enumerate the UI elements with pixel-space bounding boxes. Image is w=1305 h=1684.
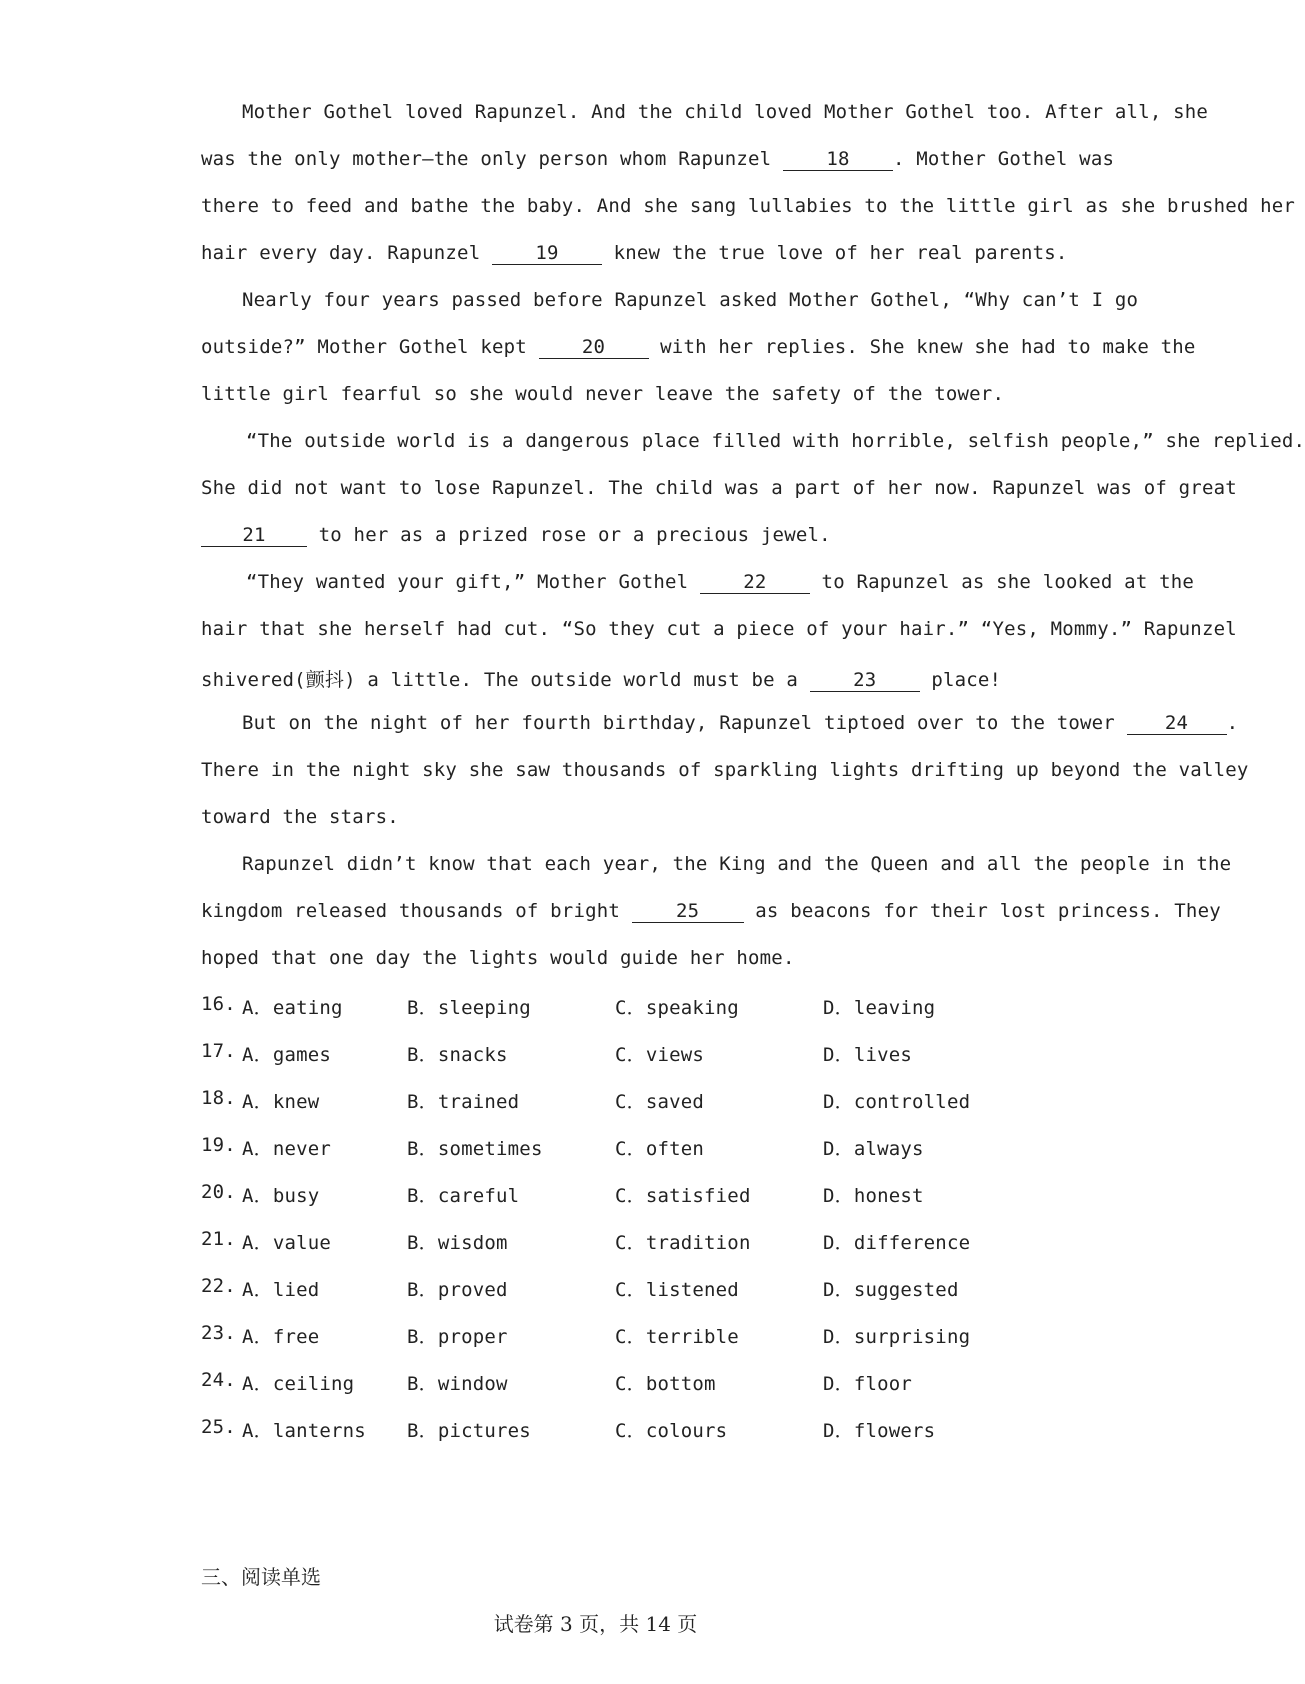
question-number: 25. bbox=[201, 1416, 236, 1438]
question-row bbox=[0, 1416, 1191, 1446]
question-number: 24. bbox=[201, 1369, 236, 1391]
option-b[interactable]: B．proper bbox=[407, 1326, 508, 1348]
passage-line: She did not want to lose Rapunzel. The child was a part of her now. Rapunzel was of great bbox=[201, 477, 1237, 499]
option-b[interactable]: B．sometimes bbox=[407, 1138, 543, 1160]
option-d[interactable]: D．lives bbox=[823, 1044, 913, 1066]
question-row bbox=[0, 993, 1191, 1023]
question-number: 20. bbox=[201, 1181, 236, 1203]
option-c[interactable]: C．satisfied bbox=[615, 1185, 751, 1207]
passage-line: hair that she herself had cut. “So they cut a piece of your hair.” “Yes, Mommy.” Rapunzel bbox=[201, 618, 1237, 640]
passage-line: “They wanted your gift,” Mother Gothel 22 to Rapunzel as she looked at the bbox=[246, 571, 1195, 593]
option-c[interactable]: C．listened bbox=[615, 1279, 739, 1301]
question-number: 19. bbox=[201, 1134, 236, 1156]
option-b[interactable]: B．sleeping bbox=[407, 997, 531, 1019]
option-c[interactable]: C．tradition bbox=[615, 1232, 751, 1254]
option-c[interactable]: C．saved bbox=[615, 1091, 705, 1113]
option-a[interactable]: A．games bbox=[242, 1044, 332, 1066]
option-c[interactable]: C．speaking bbox=[615, 997, 739, 1019]
option-a[interactable]: A．ceiling bbox=[242, 1373, 355, 1395]
passage-line: little girl fearful so she would never leave the safety of the tower. bbox=[201, 383, 1005, 405]
option-d[interactable]: D．flowers bbox=[823, 1420, 936, 1442]
option-a[interactable]: A．eating bbox=[242, 997, 343, 1019]
option-d[interactable]: D．leaving bbox=[823, 997, 936, 1019]
option-b[interactable]: B．trained bbox=[407, 1091, 520, 1113]
option-c[interactable]: C．bottom bbox=[615, 1373, 716, 1395]
option-a[interactable]: A．free bbox=[242, 1326, 320, 1348]
passage-line: was the only mother—the only person whom Rapunzel 18 . Mother Gothel was bbox=[201, 148, 1115, 170]
question-row bbox=[0, 1181, 1191, 1211]
passage-line: hair every day. Rapunzel 19 knew the true love of her real parents. bbox=[201, 242, 1068, 264]
option-a[interactable]: A．knew bbox=[242, 1091, 320, 1113]
option-b[interactable]: B．snacks bbox=[407, 1044, 508, 1066]
option-d[interactable]: D．always bbox=[823, 1138, 924, 1160]
question-row bbox=[0, 1228, 1191, 1258]
section-title: 三、阅读单选 bbox=[201, 1565, 321, 1589]
blank-24[interactable]: 24 bbox=[1127, 712, 1227, 735]
question-row bbox=[0, 1369, 1191, 1399]
passage-line: “The outside world is a dangerous place filled with horrible, selfish people,” she replied. bbox=[246, 430, 1305, 452]
passage-line: there to feed and bathe the baby. And she sang lullabies to the little girl as she brushed her bbox=[201, 195, 1296, 217]
question-number: 18. bbox=[201, 1087, 236, 1109]
option-d[interactable]: D．surprising bbox=[823, 1326, 971, 1348]
blank-25[interactable]: 25 bbox=[632, 900, 744, 923]
question-row bbox=[0, 1040, 1191, 1070]
option-c[interactable]: C．terrible bbox=[615, 1326, 739, 1348]
question-row bbox=[0, 1087, 1191, 1117]
question-number: 23. bbox=[201, 1322, 236, 1344]
option-c[interactable]: C．often bbox=[615, 1138, 705, 1160]
question-row bbox=[0, 1134, 1191, 1164]
option-d[interactable]: D．suggested bbox=[823, 1279, 959, 1301]
question-number: 21. bbox=[201, 1228, 236, 1250]
blank-21[interactable]: 21 bbox=[201, 524, 307, 547]
option-d[interactable]: D．honest bbox=[823, 1185, 924, 1207]
option-c[interactable]: C．colours bbox=[615, 1420, 728, 1442]
option-b[interactable]: B．wisdom bbox=[407, 1232, 508, 1254]
option-b[interactable]: B．proved bbox=[407, 1279, 508, 1301]
option-c[interactable]: C．views bbox=[615, 1044, 705, 1066]
option-b[interactable]: B．pictures bbox=[407, 1420, 531, 1442]
passage-line: hoped that one day the lights would guide her home. bbox=[201, 947, 795, 969]
option-b[interactable]: B．window bbox=[407, 1373, 508, 1395]
option-a[interactable]: A．value bbox=[242, 1232, 332, 1254]
question-row bbox=[0, 1322, 1191, 1352]
option-a[interactable]: A．never bbox=[242, 1138, 332, 1160]
passage-line: shivered(颤抖) a little. The outside world must be a 23 place! bbox=[201, 669, 1002, 691]
question-number: 22. bbox=[201, 1275, 236, 1297]
option-d[interactable]: D．controlled bbox=[823, 1091, 971, 1113]
option-d[interactable]: D．difference bbox=[823, 1232, 971, 1254]
option-a[interactable]: A．lied bbox=[242, 1279, 320, 1301]
passage-line: Nearly four years passed before Rapunzel asked Mother Gothel, “Why can’t I go bbox=[242, 289, 1139, 311]
blank-19[interactable]: 19 bbox=[492, 242, 602, 265]
question-row bbox=[0, 1275, 1191, 1305]
passage-line: Mother Gothel loved Rapunzel. And the child loved Mother Gothel too. After all, she bbox=[242, 101, 1209, 123]
option-b[interactable]: B．careful bbox=[407, 1185, 520, 1207]
passage-line: But on the night of her fourth birthday, Rapunzel tiptoed over to the tower 24 . bbox=[242, 712, 1239, 734]
option-a[interactable]: A．lanterns bbox=[242, 1420, 366, 1442]
passage-line: toward the stars. bbox=[201, 806, 399, 828]
passage-line: There in the night sky she saw thousands of sparkling lights drifting up beyond the valley bbox=[201, 759, 1249, 781]
blank-22[interactable]: 22 bbox=[700, 571, 810, 594]
blank-23[interactable]: 23 bbox=[810, 669, 920, 692]
blank-20[interactable]: 20 bbox=[539, 336, 649, 359]
passage-line: 21 to her as a prized rose or a precious jewel. bbox=[201, 524, 831, 547]
passage-line: outside?” Mother Gothel kept 20 with her replies. She knew she had to make the bbox=[201, 336, 1196, 358]
option-a[interactable]: A．busy bbox=[242, 1185, 320, 1207]
page-footer: 试卷第 3 页，共 14 页 bbox=[493, 1612, 698, 1636]
option-d[interactable]: D．floor bbox=[823, 1373, 913, 1395]
passage-line: kingdom released thousands of bright 25 as beacons for their lost princess. They bbox=[201, 900, 1221, 922]
question-number: 16. bbox=[201, 993, 236, 1015]
question-number: 17. bbox=[201, 1040, 236, 1062]
passage-line: Rapunzel didn’t know that each year, the King and the Queen and all the people in the bbox=[242, 853, 1232, 875]
blank-18[interactable]: 18 bbox=[783, 148, 893, 171]
